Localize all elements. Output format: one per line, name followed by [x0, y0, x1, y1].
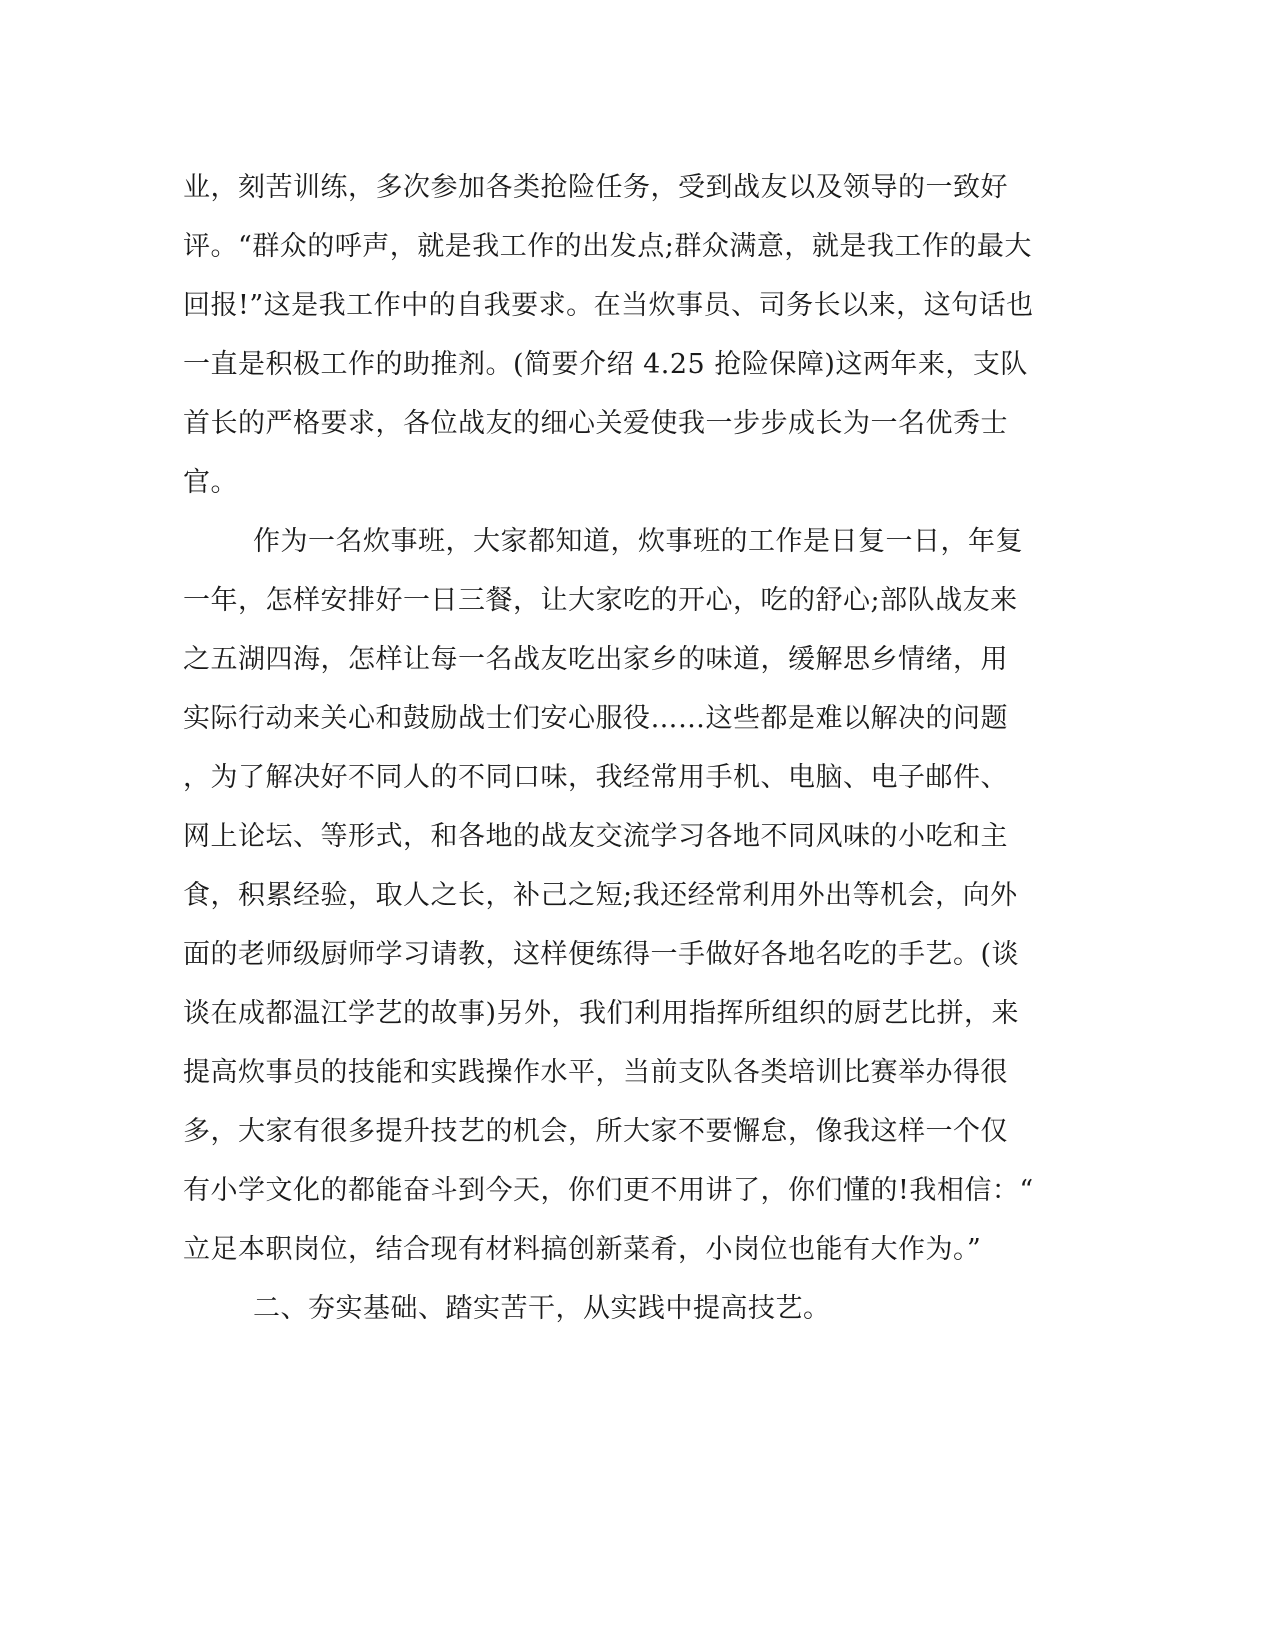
text-line: 网上论坛、等形式，和各地的战友交流学习各地不同风味的小吃和主	[183, 821, 1008, 852]
text-line: 作为一名炊事班，大家都知道，炊事班的工作是日复一日，年复	[253, 526, 1023, 557]
document-body	[183, 158, 1043, 1338]
text-line: 官。	[183, 467, 238, 498]
text-line: ，为了解决好不同人的不同口味，我经常用手机、电脑、电子邮件、	[183, 762, 1008, 793]
text-line: 有小学文化的都能奋斗到今天，你们更不用讲了，你们懂的!我相信：“	[183, 1175, 1034, 1206]
text-line: 评。“群众的呼声，就是我工作的出发点;群众满意，就是我工作的最大	[183, 231, 1032, 262]
text-line: 业，刻苦训练，多次参加各类抢险任务，受到战友以及领导的一致好	[183, 172, 1008, 203]
text-line: 一年，怎样安排好一日三餐，让大家吃的开心，吃的舒心;部队战友来	[183, 585, 1018, 616]
paragraph-2	[183, 512, 1043, 1279]
text-line: 提高炊事员的技能和实践操作水平，当前支队各类培训比赛举办得很	[183, 1057, 1008, 1088]
text-line: 多，大家有很多提升技艺的机会，所大家不要懈怠，像我这样一个仅	[183, 1116, 1008, 1147]
text-line: 之五湖四海，怎样让每一名战友吃出家乡的味道，缓解思乡情绪，用	[183, 644, 1008, 675]
text-line: 回报!”这是我工作中的自我要求。在当炊事员、司务长以来，这句话也	[183, 290, 1034, 321]
text-line: 立足本职岗位，结合现有材料搞创新菜肴，小岗位也能有大作为。”	[183, 1234, 982, 1265]
paragraph-1	[183, 158, 1043, 512]
section-heading-text: 二、夯实基础、踏实苦干，从实践中提高技艺。	[253, 1293, 831, 1324]
text-line: 谈在成都温江学艺的故事)另外，我们利用指挥所组织的厨艺比拼，来	[183, 998, 1020, 1029]
text-line: 实际行动来关心和鼓励战士们安心服役……这些都是难以解决的问题	[183, 703, 1008, 734]
section-heading	[183, 1279, 1043, 1338]
text-line: 面的老师级厨师学习请教，这样便练得一手做好各地名吃的手艺。(谈	[183, 939, 1020, 970]
text-line: 一直是积极工作的助推剂。(简要介绍 4.25 抢险保障)这两年来，支队	[183, 349, 1028, 380]
text-line: 食，积累经验，取人之长，补己之短;我还经常利用外出等机会，向外	[183, 880, 1018, 911]
text-line: 首长的严格要求，各位战友的细心关爱使我一步步成长为一名优秀士	[183, 408, 1008, 439]
